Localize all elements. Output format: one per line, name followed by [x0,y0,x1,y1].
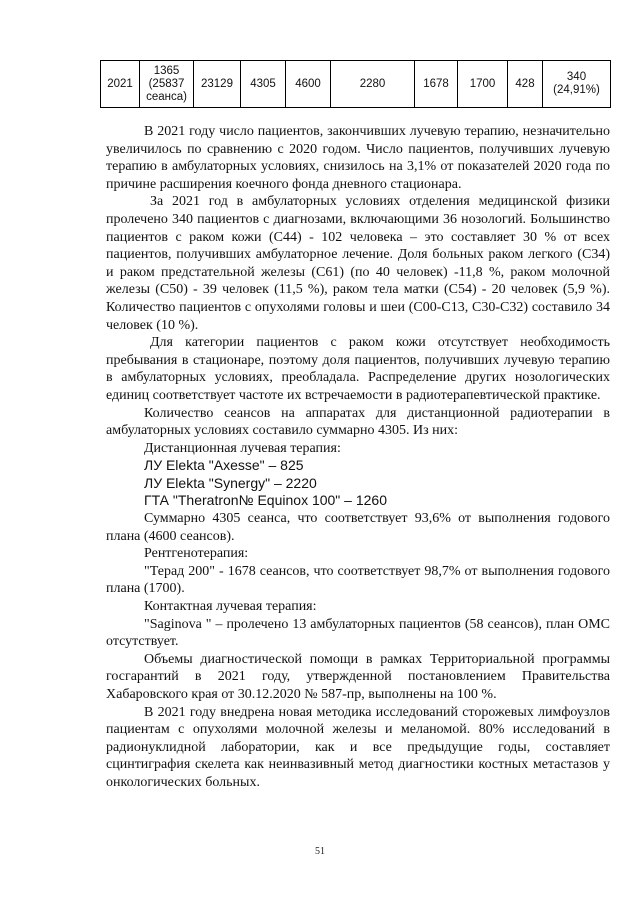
table-cell: 1678 [415,61,458,108]
paragraph: Суммарно 4305 сеанса, что соответствует 93,6% от выполнения годового плана (4600 сеансов). [106,511,610,544]
table-row [101,61,611,108]
table-cell: 340 (24,91%) [543,61,611,108]
paragraph: Контактная лучевая терапия: [144,599,317,615]
paragraph: "Saginova " – пролечено 13 амбулаторных пациентов (58 сеансов), план ОМС отсутствует. [106,616,610,650]
body-text [106,123,610,792]
paragraph: "Терад 200" - 1678 сеансов, что соответствует 98,7% от выполнения годового плана (1700). [106,563,610,597]
table-cell: 1365 (25837 сеанса) [140,61,194,108]
table-cell: 1700 [458,61,508,108]
paragraph: Для категории пациентов с раком кожи отсутствует необходимость пребывания в стационаре, поэтому доля пациентов, получивших лучевую терапию в амбулаторных условиях, преобладала. Распределение других нозологических единиц соответствует частоте их встречаемости в радиотерапевтической практике. [106,335,610,403]
paragraph: ЛУ Elekta "Axesse" – 825 [144,457,304,474]
paragraph: Объемы диагностической помощи в рамках Территориальной программы госгарантий в 2021 году, утвержденной постановлением Правительства Хабаровского края от 30.12.2020 № 587-пр, выполнены на 100 %. [106,651,610,702]
paragraph: ЛУ Elekta "Synergy" – 2220 [144,474,317,491]
paragraph: За 2021 год в амбулаторных условиях отделения медицинской физики пролечено 340 пациентов с диагнозами, включающими 36 нозологий. Большинство пациентов с раком кожи (С44) - 102 человека – это составляет 30 % от всех пациентов, получивших амбулаторное лечение. Доля больных раком легкого (С34) и раком предстательной железы (С61) (по 40 человек) -11,8 %, раком молочной железы (С50) - 39 человек (11,5 %), раком тела матки (С54) - 20 человек (5,9 %). Количество пациентов с опухолями головы и шеи (С00-С13, С30-С32) составило 34 человек (10 %). [106,194,610,333]
paragraph: ГТА "Theratron№ Equinox 100" – 1260 [144,492,387,509]
paragraph: В 2021 году число пациентов, закончивших лучевую терапию, незначительно увеличилось по сравнению с 2020 годом. Число пациентов, получивших лучевую терапию в амбулаторных условиях, снизилось на 3,1% от показателей 2020 года по причине расширения коечного фонда дневного стационара. [106,124,610,192]
table-cell: 4305 [241,61,286,108]
paragraph: Дистанционная лучевая терапия: [144,440,341,456]
statistics-table [100,60,611,108]
paragraph: В 2021 году внедрена новая методика исследований сторожевых лимфоузлов пациентам с опухолями молочной железы и меланомой. 80% исследований в радионуклидной лаборатории, как и все предыдущие годы, составляет сцинтиграфия скелета как неинвазивный метод диагностики костных метастазов у онкологических больных. [106,704,610,790]
table-cell-year: 2021 [101,61,140,108]
page-number: 51 [315,846,325,857]
paragraph: Количество сеансов на аппаратах для дистанционной радиотерапии в амбулаторных условиях составило суммарно 4305. Из них: [106,405,610,439]
paragraph: Рентгенотерапия: [144,546,249,562]
table-cell: 2280 [331,61,415,108]
table-cell: 23129 [194,61,241,108]
table-cell: 4600 [286,61,331,108]
table-cell: 428 [508,61,543,108]
